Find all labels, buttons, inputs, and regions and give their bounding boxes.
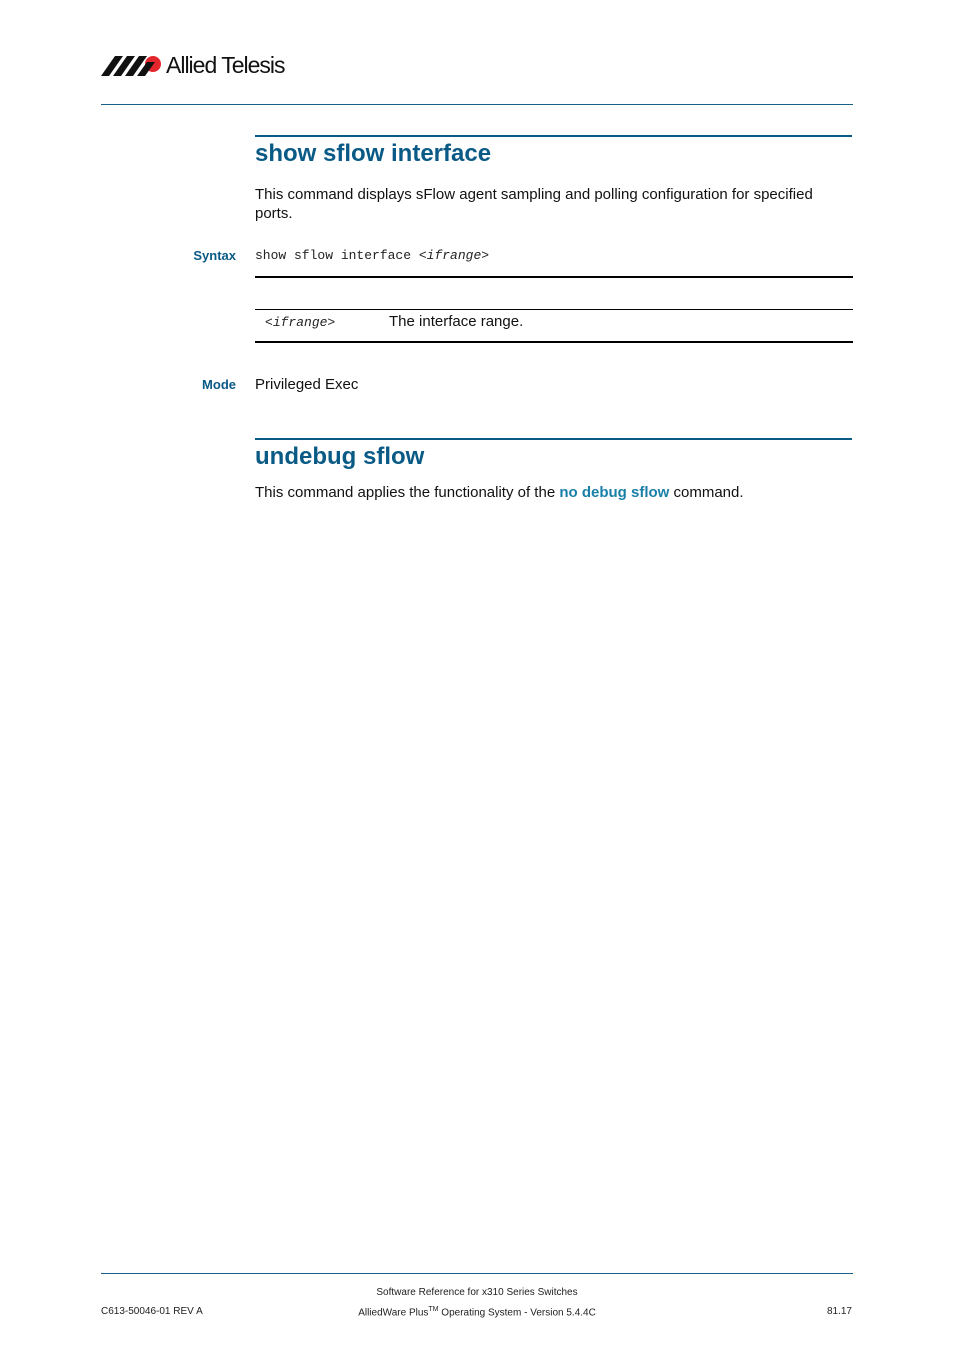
- mode-value: Privileged Exec: [255, 376, 359, 393]
- table-param-cell: <ifrange>: [265, 315, 336, 330]
- table-header-rule: [255, 309, 853, 310]
- syntax-command: show sflow interface <ifrange>: [255, 248, 490, 263]
- table-top-rule: [255, 276, 853, 278]
- command-description: This command displays sFlow agent sampling and polling configuration for specified ports.: [255, 186, 813, 222]
- mode-label: Mode: [202, 377, 236, 392]
- page-number: 81.17: [826, 1306, 852, 1317]
- footer-rule: [101, 1273, 853, 1274]
- section-rule: [255, 135, 852, 137]
- section-rule: [255, 438, 852, 440]
- table-description-cell: The interface range.: [389, 313, 524, 330]
- no-debug-sflow-link[interactable]: no debug sflow: [559, 484, 670, 501]
- company-logo: [101, 52, 285, 78]
- command-title: undebug sflow: [255, 443, 425, 470]
- command-title: show sflow interface: [255, 140, 492, 167]
- command-description: This command applies the functionality of the no debug sflow command.: [255, 484, 744, 501]
- table-bottom-rule: [255, 341, 853, 343]
- syntax-label: Syntax: [193, 248, 236, 263]
- footer-title: Software Reference for x310 Series Switches: [376, 1287, 578, 1298]
- logo-text: Allied Telesis: [166, 51, 285, 78]
- doc-code: C613-50046-01 REV A: [101, 1306, 203, 1317]
- footer-subtitle: AlliedWare Plus™ Operating System - Version 5.4.4C: [358, 1306, 596, 1319]
- header-rule: [101, 104, 853, 105]
- allied-telesis-logo-icon: [101, 54, 163, 76]
